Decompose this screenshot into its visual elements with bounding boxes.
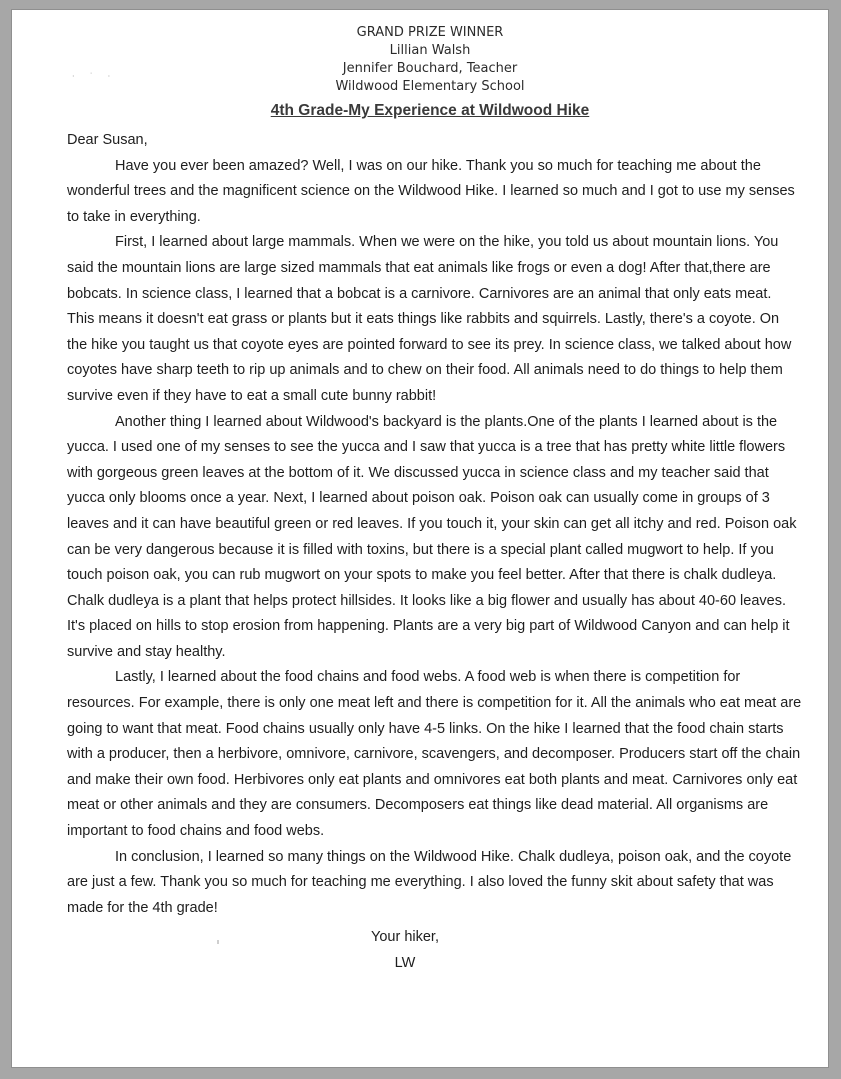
document-page [12, 10, 828, 1067]
scan-specks: · ˙ · [72, 72, 117, 81]
paragraph-conclusion: In conclusion, I learned so many things on the Wildwood Hike. Chalk dudleya, poison oak, and the coyote are just a few. Thank you so much for teaching me everything. I also loved the funny skit about safety that was made for the 4th grade! [67, 848, 792, 916]
paragraph-intro: Have you ever been amazed? Well, I was on our hike. Thank you so much for teaching me about the wonderful trees and the magnificent science on the Wildwood Hike. I learned so much and I got to use my senses to take in everything. [67, 157, 795, 225]
paragraph-food-chains: Lastly, I learned about the food chains and food webs. A food web is when there is competition for resources. For example, there is only one meat left and there is competition for it. All the animals who eat meat are going to want that meat. Food chains usually only have 4-5 links. On the hike I learned that the food chain starts with a producer, then a herbivore, omnivore, carnivore, scavengers, and decomposer. Producers start off the chain and make their own food. Herbivores only eat plants and omnivores eat both plants and meat. Carnivores only eat meat or other animals and they are consumers. Decomposers eat things like dead material. All organisms are important to food chains and food webs. [67, 669, 802, 840]
essay-title: 4th Grade-My Experience at Wildwood Hike [270, 102, 590, 119]
paragraph-mammals: First, I learned about large mammals. When we were on the hike, you told us about mountain lions. You said the mountain lions are large sized mammals that eat animals like frogs or even a dog! After that,there are bobcats. In science class, I learned that a bobcat is a carnivore. Carnivores are an animal that only eats meat. This means it doesn't eat grass or plants but it eats things like rabbits and squirrels. Lastly, there's a coyote. On the hike you taught us that coyote eyes are pointed forward to see its prey. In science class, we talked about how coyotes have sharp teeth to rip up animals and to chew on their food. All animals need to do things to help them survive even if they have to eat a small cute bunny rabbit! [67, 234, 792, 404]
salutation: Dear Susan, [67, 132, 148, 148]
closing: Your hiker, [371, 929, 439, 945]
school-name: Wildwood Elementary School [335, 79, 525, 94]
teacher-name: Jennifer Bouchard, Teacher [342, 61, 518, 76]
paragraph-plants: Another thing I learned about Wildwood's backyard is the plants.One of the plants I learned about is the yucca. I used one of my senses to see the yucca and I saw that yucca is a tree that has pretty white little flowers with gorgeous green leaves at the bottom of it. We discussed yucca in science class and my teacher said that yucca only blooms once a year. Next, I learned about poison oak. Poison oak can usually come in groups of 3 leaves and it can have beautiful green or red leaves. If you touch it, your skin can get all itchy and red. Poison oak can be very dangerous because it is filled with toxins, but there is a special plant called mugwort to help. If you touch poison oak, you can rub mugwort on your spots to make you feel better. After that there is chalk dudleya. Chalk dudleya is a plant that helps protect hillsides. It looks like a big flower and usually has about 40-60 leaves. It's placed on hills to stop erosion from happening. Plants are a very big part of Wildwood Canyon and can help it survive and stay healthy. [67, 413, 797, 660]
student-name: Lillian Walsh [389, 43, 471, 58]
document-header [12, 24, 828, 96]
signature: LW [394, 955, 416, 971]
letter-signoff [12, 924, 798, 976]
award-line: GRAND PRIZE WINNER [356, 25, 504, 40]
letter-body [67, 128, 802, 921]
